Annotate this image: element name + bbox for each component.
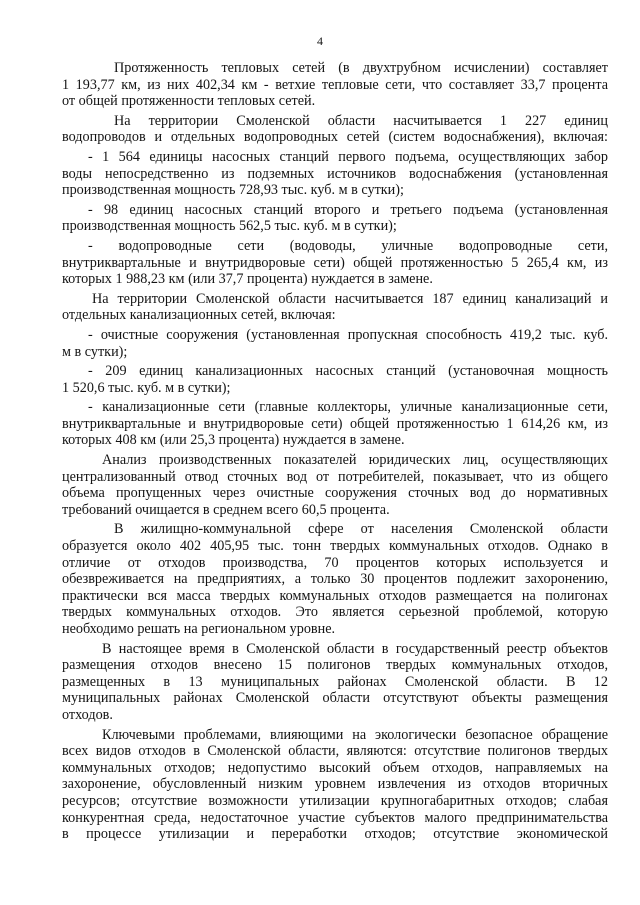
text-line: внутриквартальные и внутридворовые сети) общей протяженностью 5 265,4 км, из (62, 254, 608, 271)
text-line: производственная мощность 562,5 тыс. куб. м в сутки); (62, 218, 397, 235)
text-line: Анализ производственных показателей юридических лиц, осуществляющих (102, 452, 608, 469)
text-line: На территории Смоленской области насчитывается 1 227 единиц (114, 112, 608, 129)
text-line: коммунальных отходов; недопустимо высокий объем отходов, направляемых на (62, 759, 608, 776)
text-line: На территории Смоленской области насчитывается 187 единиц канализаций и (92, 290, 608, 307)
text-line: производственная мощность 728,93 тыс. куб. м в сутки); (62, 182, 404, 199)
text-line: внутриквартальные и внутридворовые сети) общей протяженностью 1 614,26 км, из (62, 415, 608, 432)
text-line: - канализационные сети (главные коллекторы, уличные канализационные сети, (88, 399, 608, 416)
text-line: захоронение, обусловленный низким уровнем извлечения из отходов вторичных (62, 776, 608, 793)
text-line: - 1 564 единицы насосных станций первого подъема, осуществляющих забор (88, 148, 608, 165)
text-line: от общей протяженности тепловых сетей. (62, 93, 316, 110)
text-line: размещенных в 13 муниципальных районах Смоленской области. В 12 (62, 673, 608, 690)
text-line: твердых коммунальных отходов. Это является серьезной проблемой, которую (62, 604, 608, 621)
text-line: - 98 единиц насосных станций второго и третьего подъема (установленная (88, 201, 608, 218)
text-line: - водопроводные сети (водоводы, уличные водопроводные сети, (88, 237, 608, 254)
body-text (62, 60, 608, 843)
text-line: - очистные сооружения (установленная пропускная способность 419,2 тыс. куб. (88, 326, 608, 343)
text-line: отдельных канализационных сетей, включая: (62, 307, 336, 324)
text-line: которых 408 км (или 25,3 процента) нуждается в замене. (62, 432, 405, 449)
text-line: ресурсов; отсутствие возможности утилизации крупногабаритных отходов; слабая (62, 792, 608, 809)
text-line: необходимо решать на региональном уровне. (62, 621, 336, 637)
text-line: практически вся масса твердых коммунальных отходов размещается на полигонах (62, 587, 608, 604)
text-line: всех видов отходов в Смоленской области, являются: отсутствие полигонов твердых (62, 743, 608, 760)
page-number: 4 (317, 34, 323, 48)
text-line: отходов. (62, 706, 113, 723)
text-line: которых 1 988,23 км (или 37,7 процента) нуждается в замене. (62, 271, 433, 288)
text-line: Протяженность тепловых сетей (в двухтрубном исчислении) составляет (114, 60, 608, 76)
text-line: - 209 единиц канализационных насосных станций (установочная мощность (88, 363, 608, 380)
text-line: отличие от отходов производства, 70 процентов которых используется и (62, 554, 608, 571)
text-line: муниципальных районах Смоленской области отсутствуют объекты размещения (62, 690, 608, 707)
text-line: размещения отходов внесено 15 полигонов твердых коммунальных отходов, (62, 657, 608, 674)
text-line: м в сутки); (62, 343, 128, 360)
text-line: образуется около 402 405,95 тыс. тонн твердых коммунальных отходов. Однако в (62, 538, 608, 555)
text-line: централизованный отвод сточных вод от потребителей, показывает, что из общего (62, 468, 608, 485)
text-line: 1 520,6 тыс. куб. м в сутки); (62, 379, 231, 396)
text-line: требований очищается в среднем всего 60,5 процента. (62, 501, 390, 518)
text-line: В жилищно-коммунальной сфере от населения Смоленской области (114, 521, 608, 538)
text-line: 1 193,77 км, из них 402,34 км - ветхие тепловые сети, что составляет 33,7 процента (62, 76, 608, 93)
text-line: воды непосредственно из подземных источников водоснабжения (установленная (62, 165, 608, 182)
text-line: обезвреживается на предприятиях, а только 30 процентов подлежит захоронению, (62, 571, 608, 588)
text-line: конкурентная среда, недостаточное участие субъектов малого предпринимательства (62, 809, 608, 826)
text-line: В настоящее время в Смоленской области в государственный реестр объектов (102, 640, 608, 657)
text-line: Ключевыми проблемами, влияющими на экологически безопасное обращение (102, 726, 608, 743)
text-line: в процессе утилизации и переработки отходов; отсутствие экономической (62, 826, 608, 843)
text-line: водопроводов и отдельных водопроводных сетей (систем водоснабжения), включая: (62, 129, 608, 146)
text-line: объема пропущенных через очистные сооружения сточных вод до нормативных (62, 485, 608, 502)
